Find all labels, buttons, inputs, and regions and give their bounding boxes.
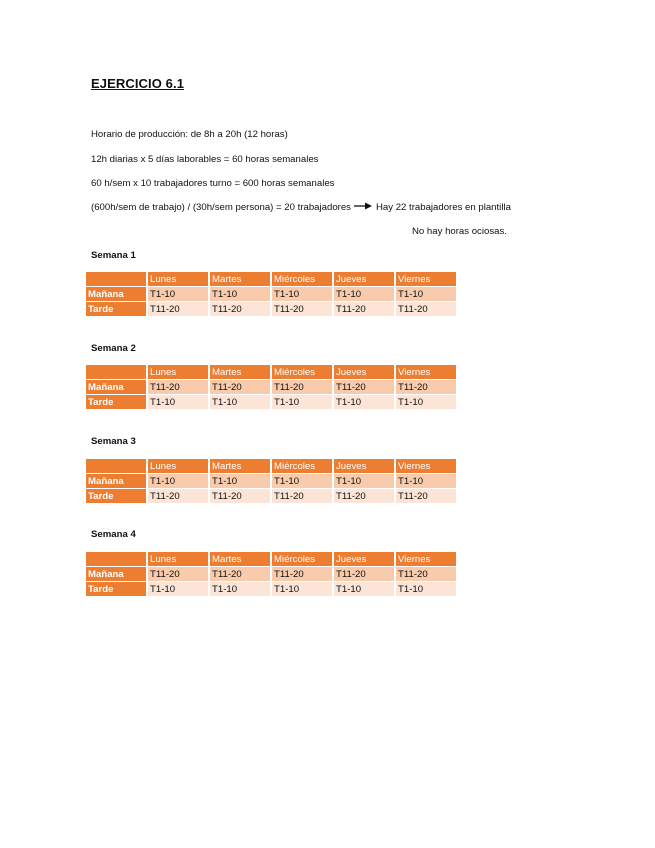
workers-calc-line — [91, 202, 511, 213]
staff-count-text: Hay 22 trabajadores en plantilla — [375, 202, 511, 214]
shift-cell: T1-10 — [395, 287, 457, 302]
shift-cell: T1-10 — [271, 582, 333, 597]
shift-label: Tarde — [86, 489, 147, 504]
shift-cell: T11-20 — [395, 380, 457, 395]
shift-cell: T11-20 — [147, 489, 209, 504]
shift-cell: T1-10 — [147, 582, 209, 597]
shift-cell: T1-10 — [333, 395, 395, 410]
day-header: Lunes — [147, 459, 209, 474]
production-hours-line: Horario de producción: de 8h a 20h (12 horas) — [91, 129, 288, 140]
shift-cell: T11-20 — [209, 489, 271, 504]
shift-cell: T1-10 — [209, 582, 271, 597]
arrow-right-icon — [354, 202, 372, 213]
total-hours-line: 60 h/sem x 10 trabajadores turno = 600 horas semanales — [91, 178, 335, 189]
shift-cell: T1-10 — [147, 287, 209, 302]
day-header: Jueves — [333, 459, 395, 474]
shift-label: Tarde — [86, 302, 147, 317]
table-row — [86, 567, 457, 582]
shift-cell: T11-20 — [333, 489, 395, 504]
day-header: Viernes — [395, 272, 457, 287]
table-header-row — [86, 552, 457, 567]
shift-label: Mañana — [86, 287, 147, 302]
week-1-table — [86, 272, 458, 317]
day-header: Jueves — [333, 272, 395, 287]
week-4-table — [86, 552, 458, 597]
corner-cell — [86, 459, 147, 474]
shift-cell: T1-10 — [333, 582, 395, 597]
day-header: Martes — [209, 552, 271, 567]
table-row — [86, 489, 457, 504]
shift-cell: T11-20 — [209, 380, 271, 395]
day-header: Lunes — [147, 552, 209, 567]
table-row — [86, 395, 457, 410]
shift-cell: T11-20 — [271, 567, 333, 582]
day-header: Martes — [209, 459, 271, 474]
week-3-table — [86, 459, 458, 504]
day-header: Miércoles — [271, 365, 333, 380]
shift-cell: T1-10 — [271, 474, 333, 489]
week-2-label: Semana 2 — [91, 343, 136, 354]
day-header: Martes — [209, 272, 271, 287]
table-row — [86, 582, 457, 597]
day-header: Lunes — [147, 272, 209, 287]
corner-cell — [86, 552, 147, 567]
day-header: Jueves — [333, 365, 395, 380]
week-3-label: Semana 3 — [91, 436, 136, 447]
table-header-row — [86, 459, 457, 474]
shift-cell: T11-20 — [271, 489, 333, 504]
shift-cell: T11-20 — [271, 380, 333, 395]
shift-cell: T1-10 — [271, 287, 333, 302]
corner-cell — [86, 365, 147, 380]
shift-label: Tarde — [86, 395, 147, 410]
shift-cell: T1-10 — [395, 395, 457, 410]
shift-cell: T1-10 — [333, 474, 395, 489]
shift-cell: T11-20 — [147, 567, 209, 582]
day-header: Miércoles — [271, 552, 333, 567]
shift-cell: T11-20 — [395, 489, 457, 504]
shift-label: Tarde — [86, 582, 147, 597]
shift-cell: T1-10 — [209, 395, 271, 410]
table-header-row — [86, 272, 457, 287]
week-1-label: Semana 1 — [91, 250, 136, 261]
shift-cell: T1-10 — [209, 287, 271, 302]
shift-cell: T1-10 — [209, 474, 271, 489]
day-header: Martes — [209, 365, 271, 380]
shift-cell: T1-10 — [395, 582, 457, 597]
shift-cell: T11-20 — [147, 302, 209, 317]
shift-cell: T11-20 — [395, 302, 457, 317]
table-row — [86, 474, 457, 489]
corner-cell — [86, 272, 147, 287]
day-header: Lunes — [147, 365, 209, 380]
shift-label: Mañana — [86, 567, 147, 582]
week-2-table — [86, 365, 458, 410]
shift-cell: T11-20 — [333, 380, 395, 395]
shift-cell: T1-10 — [147, 395, 209, 410]
day-header: Viernes — [395, 459, 457, 474]
shift-cell: T11-20 — [209, 302, 271, 317]
shift-cell: T1-10 — [395, 474, 457, 489]
page-title: EJERCICIO 6.1 — [91, 76, 185, 91]
day-header: Miércoles — [271, 272, 333, 287]
shift-cell: T11-20 — [395, 567, 457, 582]
day-header: Viernes — [395, 552, 457, 567]
shift-label: Mañana — [86, 474, 147, 489]
idle-hours-note: No hay horas ociosas. — [412, 226, 507, 237]
shift-cell: T11-20 — [209, 567, 271, 582]
table-row — [86, 287, 457, 302]
weekly-hours-line: 12h diarias x 5 días laborables = 60 horas semanales — [91, 154, 319, 165]
table-row — [86, 302, 457, 317]
table-header-row — [86, 365, 457, 380]
workers-calc-text: (600h/sem de trabajo) / (30h/sem persona) = 20 trabajadores — [91, 202, 351, 214]
shift-cell: T1-10 — [271, 395, 333, 410]
day-header: Jueves — [333, 552, 395, 567]
day-header: Viernes — [395, 365, 457, 380]
week-4-label: Semana 4 — [91, 529, 136, 540]
shift-cell: T11-20 — [271, 302, 333, 317]
table-row — [86, 380, 457, 395]
shift-cell: T11-20 — [333, 567, 395, 582]
shift-cell: T1-10 — [333, 287, 395, 302]
shift-cell: T11-20 — [333, 302, 395, 317]
day-header: Miércoles — [271, 459, 333, 474]
shift-cell: T1-10 — [147, 474, 209, 489]
shift-label: Mañana — [86, 380, 147, 395]
shift-cell: T11-20 — [147, 380, 209, 395]
